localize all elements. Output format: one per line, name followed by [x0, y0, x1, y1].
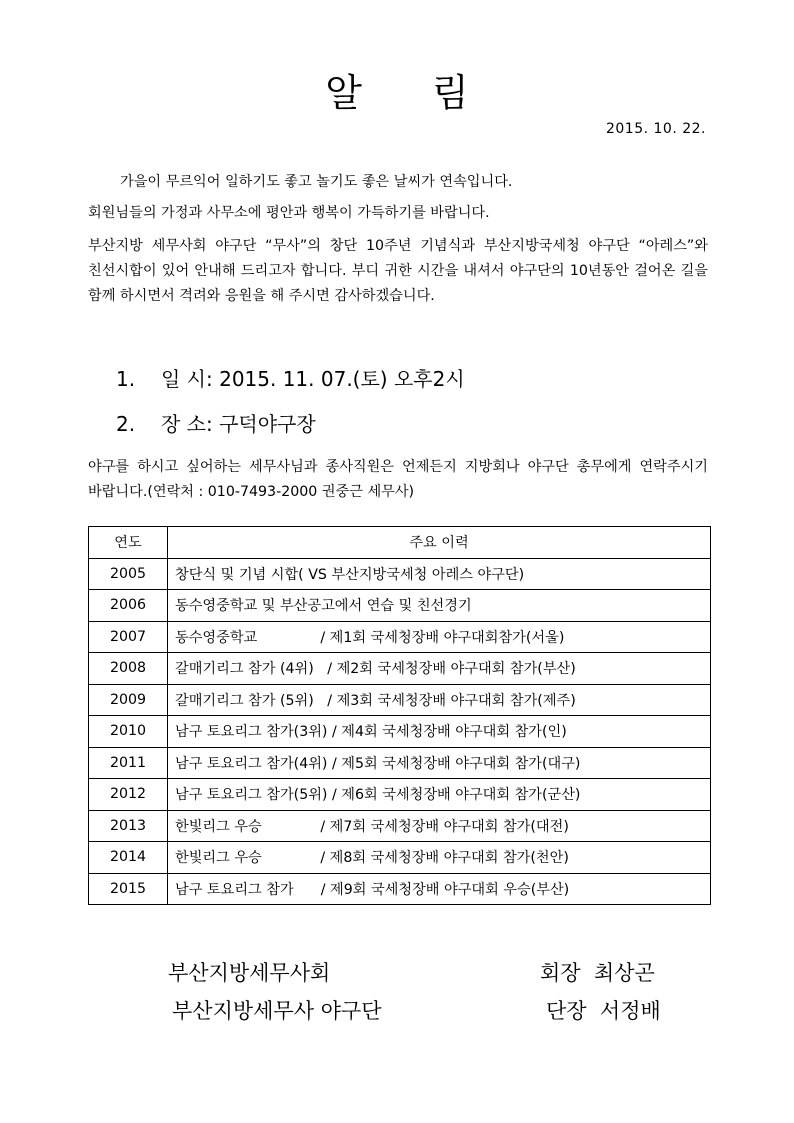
signature-president: 회장 최상곤: [540, 961, 655, 985]
year-cell: 2012: [89, 779, 168, 811]
history-cell: 창단식 및 기념 시합( VS 부산지방국세청 아레스 야구단): [168, 558, 711, 590]
history-cell: 갈매기리그 참가 (4위) / 제2회 국세청장배 야구대회 참가(부산): [168, 653, 711, 685]
history-cell: 갈매기리그 참가 (5위) / 제3회 국세청장배 야구대회 참가(제주): [168, 684, 711, 716]
history-cell: 남구 토요리그 참가(5위) / 제6회 국세청장배 야구대회 참가(군산): [168, 779, 711, 811]
table-row: [89, 558, 711, 590]
history-cell: 남구 토요리그 참가(3위) / 제4회 국세청장배 야구대회 참가(인): [168, 716, 711, 748]
table-row: [89, 873, 711, 905]
history-cell: 동수영중학교 및 부산공고에서 연습 및 친선경기: [168, 590, 711, 622]
year-cell: 2014: [89, 842, 168, 874]
event-place-item: [116, 408, 316, 437]
item-number: 1.: [116, 367, 136, 391]
year-cell: 2006: [89, 590, 168, 622]
wish-paragraph: 회원님들의 가정과 사무소에 평안과 행복이 가득하기를 바랍니다.: [88, 205, 490, 221]
year-header: 연도: [89, 527, 168, 559]
year-cell: 2009: [89, 684, 168, 716]
year-cell: 2010: [89, 716, 168, 748]
history-header: 주요 이력: [168, 527, 711, 559]
title-part-2: 림: [432, 71, 469, 115]
table-row: [89, 842, 711, 874]
table-row: [89, 621, 711, 653]
item-number: 2.: [116, 412, 136, 436]
table-row: [89, 684, 711, 716]
table-row: [89, 716, 711, 748]
event-time-item: [116, 363, 465, 392]
table-row: [89, 590, 711, 622]
history-cell: 동수영중학교 / 제1회 국세청장배 야구대회참가(서울): [168, 621, 711, 653]
year-cell: 2005: [89, 558, 168, 590]
table-header-row: [89, 527, 711, 559]
history-table: [88, 526, 711, 905]
history-cell: 남구 토요리그 참가 / 제9회 국세청장배 야구대회 우승(부산): [168, 873, 711, 905]
title-part-1: 알: [325, 71, 362, 115]
table-row: [89, 747, 711, 779]
document-title: [0, 62, 794, 117]
history-cell: 한빛리그 우승 / 제8회 국세청장배 야구대회 참가(천안): [168, 842, 711, 874]
table-row: [89, 810, 711, 842]
history-cell: 남구 토요리그 참가(4위) / 제5회 국세청장배 야구대회 참가(대구): [168, 747, 711, 779]
contact-paragraph: 야구를 하시고 싶어하는 세무사님과 종사직원은 언제든지 지방회나 야구단 총무에게 연락주시기 바랍니다.(연락처 : 010-7493-2000 권중근 세무사): [88, 459, 708, 500]
table-row: [89, 653, 711, 685]
year-cell: 2007: [89, 621, 168, 653]
item-text: 일 시: 2015. 11. 07.(토) 오후2시: [161, 367, 465, 391]
year-cell: 2008: [89, 653, 168, 685]
table-row: [89, 779, 711, 811]
signature-team-leader: 단장 서정배: [546, 999, 661, 1023]
year-cell: 2015: [89, 873, 168, 905]
year-cell: 2013: [89, 810, 168, 842]
signature-org-association: 부산지방세무사회: [168, 961, 331, 985]
signature-org-team: 부산지방세무사 야구단: [172, 999, 382, 1023]
greeting-paragraph: 가을이 무르익어 일하기도 좋고 놀기도 좋은 날씨가 연속입니다.: [120, 174, 513, 190]
document-date: 2015. 10. 22.: [605, 121, 706, 137]
history-cell: 한빛리그 우승 / 제7회 국세청장배 야구대회 참가(대전): [168, 810, 711, 842]
announcement-paragraph: 부산지방 세무사회 야구단 “무사”의 창단 10주년 기념식과 부산지방국세청 야구단 “아레스”와 친선시합이 있어 안내해 드리고자 합니다. 부디 귀한 시간을 내셔서 야구단의 10년동안 걸어온 길을 함께 하시면서 격려와 응원을 해 주시면 감사하겠습니다.: [88, 238, 708, 304]
year-cell: 2011: [89, 747, 168, 779]
item-text: 장 소: 구덕야구장: [161, 412, 316, 436]
